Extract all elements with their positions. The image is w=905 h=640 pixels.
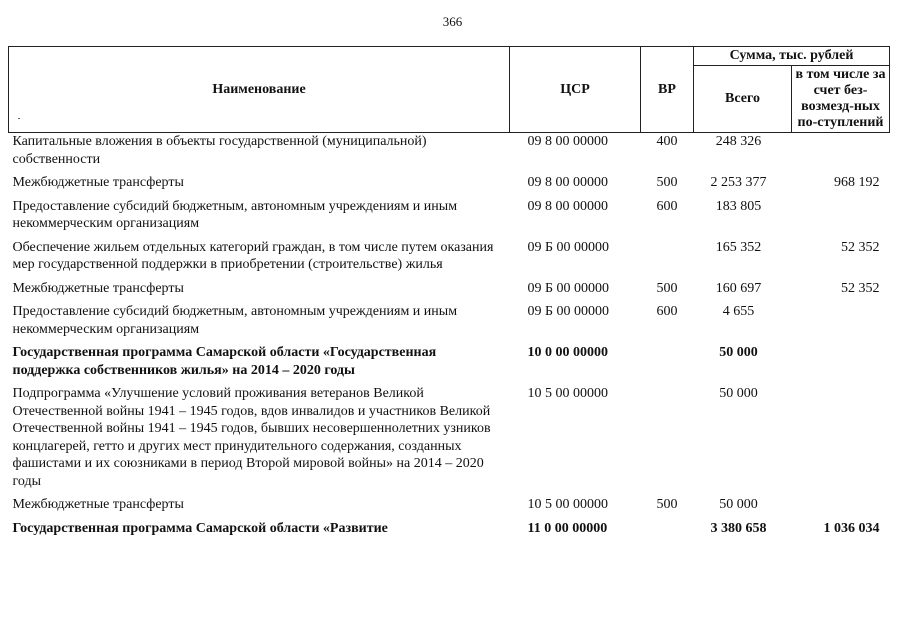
- cell-name: Подпрограмма «Улучшение условий проживания ветеранов Великой Отечественной войны 1941 – 1945 годов, вдов инвалидов и участников Великой Отечественной войны 1941 – 1945 годов, бывших несовершеннолетних узников концлагерей, гетто и других мест принудительного содержания, созданных фашистами и их союзниками в период Второй мировой войны» на 2014 – 2020 годы: [12, 386, 491, 489]
- cell-name: Межбюджетные трансферты: [12, 280, 184, 296]
- table-row: [9, 174, 890, 198]
- cell-total: 165 352: [715, 239, 762, 255]
- cell-csr: 09 Б 00 00000: [527, 280, 610, 296]
- cell-csr: 09 8 00 00000: [527, 175, 608, 190]
- table-body: [9, 133, 890, 544]
- cell-grant: 52 352: [841, 239, 880, 255]
- table-row: [9, 303, 890, 344]
- cell-total: 2 253 377: [710, 175, 767, 190]
- cell-grant: 52 352: [841, 280, 880, 296]
- table-header: [9, 47, 890, 133]
- table-row: [9, 198, 890, 239]
- cell-total: 183 805: [715, 198, 762, 214]
- cell-total: 50 000: [719, 345, 758, 360]
- cell-csr: 10 5 00 00000: [527, 497, 608, 512]
- header-name: Наименование: [9, 47, 510, 133]
- cell-csr: 09 8 00 00000: [527, 134, 608, 149]
- header-grant: в том числе за счет без-возмезд-ных по-ступлений: [792, 66, 890, 133]
- cell-total: 3 380 658: [710, 520, 767, 536]
- cell-grant: [792, 344, 890, 385]
- cell-vr: 500: [656, 280, 678, 296]
- cell-total: 50 000: [719, 386, 758, 401]
- budget-table: [8, 46, 890, 543]
- cell-vr: 600: [656, 198, 678, 214]
- cell-name: Обеспечение жильем отдельных категорий граждан, в том числе путем оказания мер государственной поддержки в приобретении (строительстве) жилья: [12, 239, 494, 272]
- cell-vr: [641, 344, 694, 385]
- cell-total: 50 000: [719, 497, 758, 512]
- cell-grant: 968 192: [834, 175, 880, 190]
- cell-vr: 500: [656, 175, 678, 190]
- table-row: [9, 133, 890, 175]
- cell-total: 248 326: [715, 134, 762, 149]
- table-row: [9, 385, 890, 496]
- cell-csr: 09 8 00 00000: [527, 198, 608, 214]
- cell-vr: [641, 520, 694, 544]
- cell-grant: [792, 133, 890, 175]
- cell-name: Государственная программа Самарской области «Государственная поддержка собственников жилья» на 2014 – 2020 годы: [12, 345, 437, 378]
- header-csr: ЦСР: [510, 47, 641, 133]
- cell-name: Межбюджетные трансферты: [12, 175, 184, 190]
- page-number: 366: [442, 14, 463, 29]
- table-row: [9, 280, 890, 304]
- header-vr: ВР: [641, 47, 694, 133]
- table-row: [9, 520, 890, 544]
- cell-name: Государственная программа Самарской области «Развитие: [12, 520, 388, 536]
- cell-csr: 11 0 00 00000: [527, 520, 608, 536]
- cell-csr: 09 Б 00 00000: [527, 304, 610, 319]
- cell-name: Предоставление субсидий бюджетным, автономным учреждениям и иным некоммерческим организациям: [12, 198, 458, 231]
- table-row: [9, 239, 890, 280]
- cell-vr: [641, 239, 694, 280]
- cell-grant: 1 036 034: [823, 520, 880, 536]
- cell-csr: 10 5 00 00000: [527, 386, 608, 401]
- header-total: Всего: [694, 66, 792, 133]
- cell-vr: [641, 385, 694, 496]
- cell-csr: 10 0 00 00000: [527, 345, 608, 360]
- cell-vr: 600: [656, 304, 678, 319]
- table-row: [9, 344, 890, 385]
- cell-grant: [792, 496, 890, 520]
- cell-vr: 400: [656, 134, 678, 149]
- header-sum-group: Сумма, тыс. рублей: [694, 47, 890, 66]
- cell-grant: [792, 303, 890, 344]
- cell-vr: 500: [656, 497, 678, 512]
- cell-grant: [792, 198, 890, 239]
- cell-name: Предоставление субсидий бюджетным, автономным учреждениям и иным некоммерческим организациям: [12, 304, 458, 337]
- table-row: [9, 496, 890, 520]
- cell-total: 4 655: [722, 304, 755, 319]
- cell-grant: [792, 385, 890, 496]
- cell-total: 160 697: [715, 280, 762, 296]
- cell-csr: 09 Б 00 00000: [527, 239, 610, 255]
- cell-name: Межбюджетные трансферты: [12, 497, 184, 512]
- cell-name: Капитальные вложения в объекты государственной (муниципальной) собственности: [12, 134, 427, 167]
